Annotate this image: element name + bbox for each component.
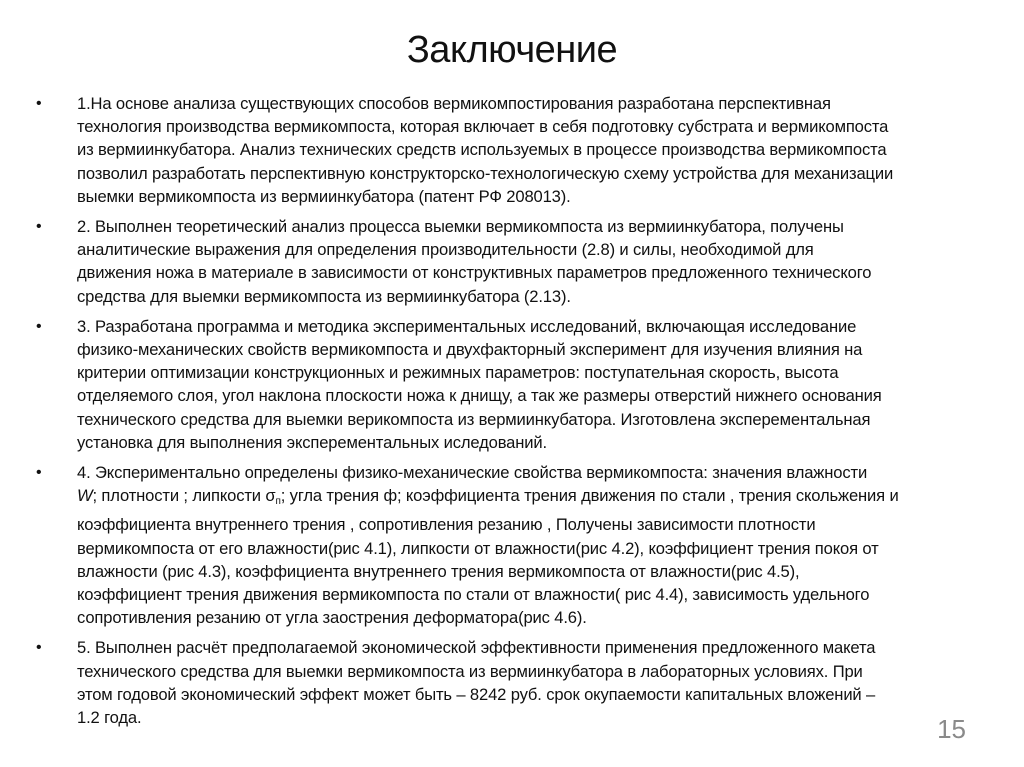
moisture-symbol: W	[77, 486, 93, 506]
slide-title: Заключение	[406, 29, 618, 71]
list-item	[36, 215, 1006, 308]
text-line: технология производства вермикомпоста, которая включает в себя подготовку субстрата и вермикомпоста	[77, 117, 889, 137]
text-fragment: ; угла трения ф; коэффициента трения движения по стали , трения скольжения и	[280, 486, 899, 506]
bullet-icon: •	[36, 464, 42, 482]
text-line: движения ножа в материале в зависимости от конструктивных параметров предложенного технического	[77, 263, 872, 283]
bullet-icon: •	[36, 95, 42, 112]
text-line: критерии оптимизации конструкционных и режимных параметров: поступательная скорость, высота	[77, 363, 839, 383]
text-line: влажности (рис 4.3), коэффициента внутреннего трения вермикомпоста от влажности(рис 4.5),	[77, 561, 800, 581]
text-line: технического средства для выемки вермикомпоста из вермиинкубатора в лабораторных условиях. При	[77, 661, 863, 681]
text-line: коэффициента внутреннего трения , сопротивления резанию , Получены зависимости плотности	[77, 515, 816, 535]
list-item	[36, 315, 1006, 454]
text-line: физико-механических свойств вермикомпоста и двухфакторный эксперимент для изучения влияния на	[77, 340, 863, 360]
text-line: вермикомпоста от его влажности(рис 4.1), липкости от влажности(рис 4.2), коэффициент трения покоя от	[77, 538, 879, 558]
text-line: позволил разработать перспективную конструкторско-технологическую схему устройства для механизации	[77, 163, 894, 183]
text-line: технического средства для выемки верикомпоста из вермиинкубатора. Изготовлена эксперементальная	[77, 409, 871, 429]
text-line	[77, 484, 1006, 513]
text-line: 5. Выполнен расчёт предполагаемой экономической эффективности применения предложенного макета	[77, 638, 876, 658]
text-line: выемки вермикомпоста из вермиинкубатора (патент РФ 208013).	[77, 186, 571, 206]
text-line: отделяемого слоя, угол наклона плоскости ножа к днищу, а так же размеры отверстий нижнего основания	[77, 386, 882, 406]
text-line: 2. Выполнен теоретический анализ процесса выемки вермикомпоста из вермиинкубатора, получены	[77, 217, 844, 237]
text-line: 3. Разработана программа и методика экспериментальных исследований, включающая исследование	[77, 316, 857, 336]
bullet-icon: •	[36, 218, 42, 236]
page-number: 15	[937, 714, 966, 744]
text-line: 1.На основе анализа существующих способов вермикомпостирования разработана перспективная	[77, 94, 831, 113]
subscript: п	[275, 496, 281, 508]
text-line: сопротивления резанию от угла заострения деформатора(рис 4.6).	[77, 608, 587, 628]
conclusion-list	[36, 92, 1006, 736]
text-line: аналитические выражения для определения производительности (2.8) и силы, необходимой для	[77, 240, 814, 260]
text-line: этом годовой экономический эффект может быть – 8242 руб. срок окупаемости капитальных вложений –	[77, 684, 876, 704]
text-line: из вермиинкубатора. Анализ технических средств используемых в процессе производства вермикомпоста	[77, 140, 887, 160]
text-line: коэффициент трения движения вермикомпоста по стали от влажности( рис 4.4), зависимость удельного	[77, 585, 870, 605]
text-line: средства для выемки вермикомпоста из вермиинкубатора (2.13).	[77, 286, 571, 306]
text-fragment: ; плотности ; липкости σ	[92, 486, 276, 506]
text-line: 4. Экспериментально определены физико-механические свойства вермикомпоста: значения влажности	[77, 463, 868, 483]
list-item	[36, 461, 1006, 629]
text-line: 1.2 года.	[77, 708, 142, 728]
list-item	[36, 92, 1006, 208]
bullet-icon: •	[36, 639, 42, 657]
text-line: установка для выполнения эксперементальных иследований.	[77, 432, 547, 452]
bullet-icon: •	[36, 317, 42, 335]
list-item	[36, 636, 1006, 729]
